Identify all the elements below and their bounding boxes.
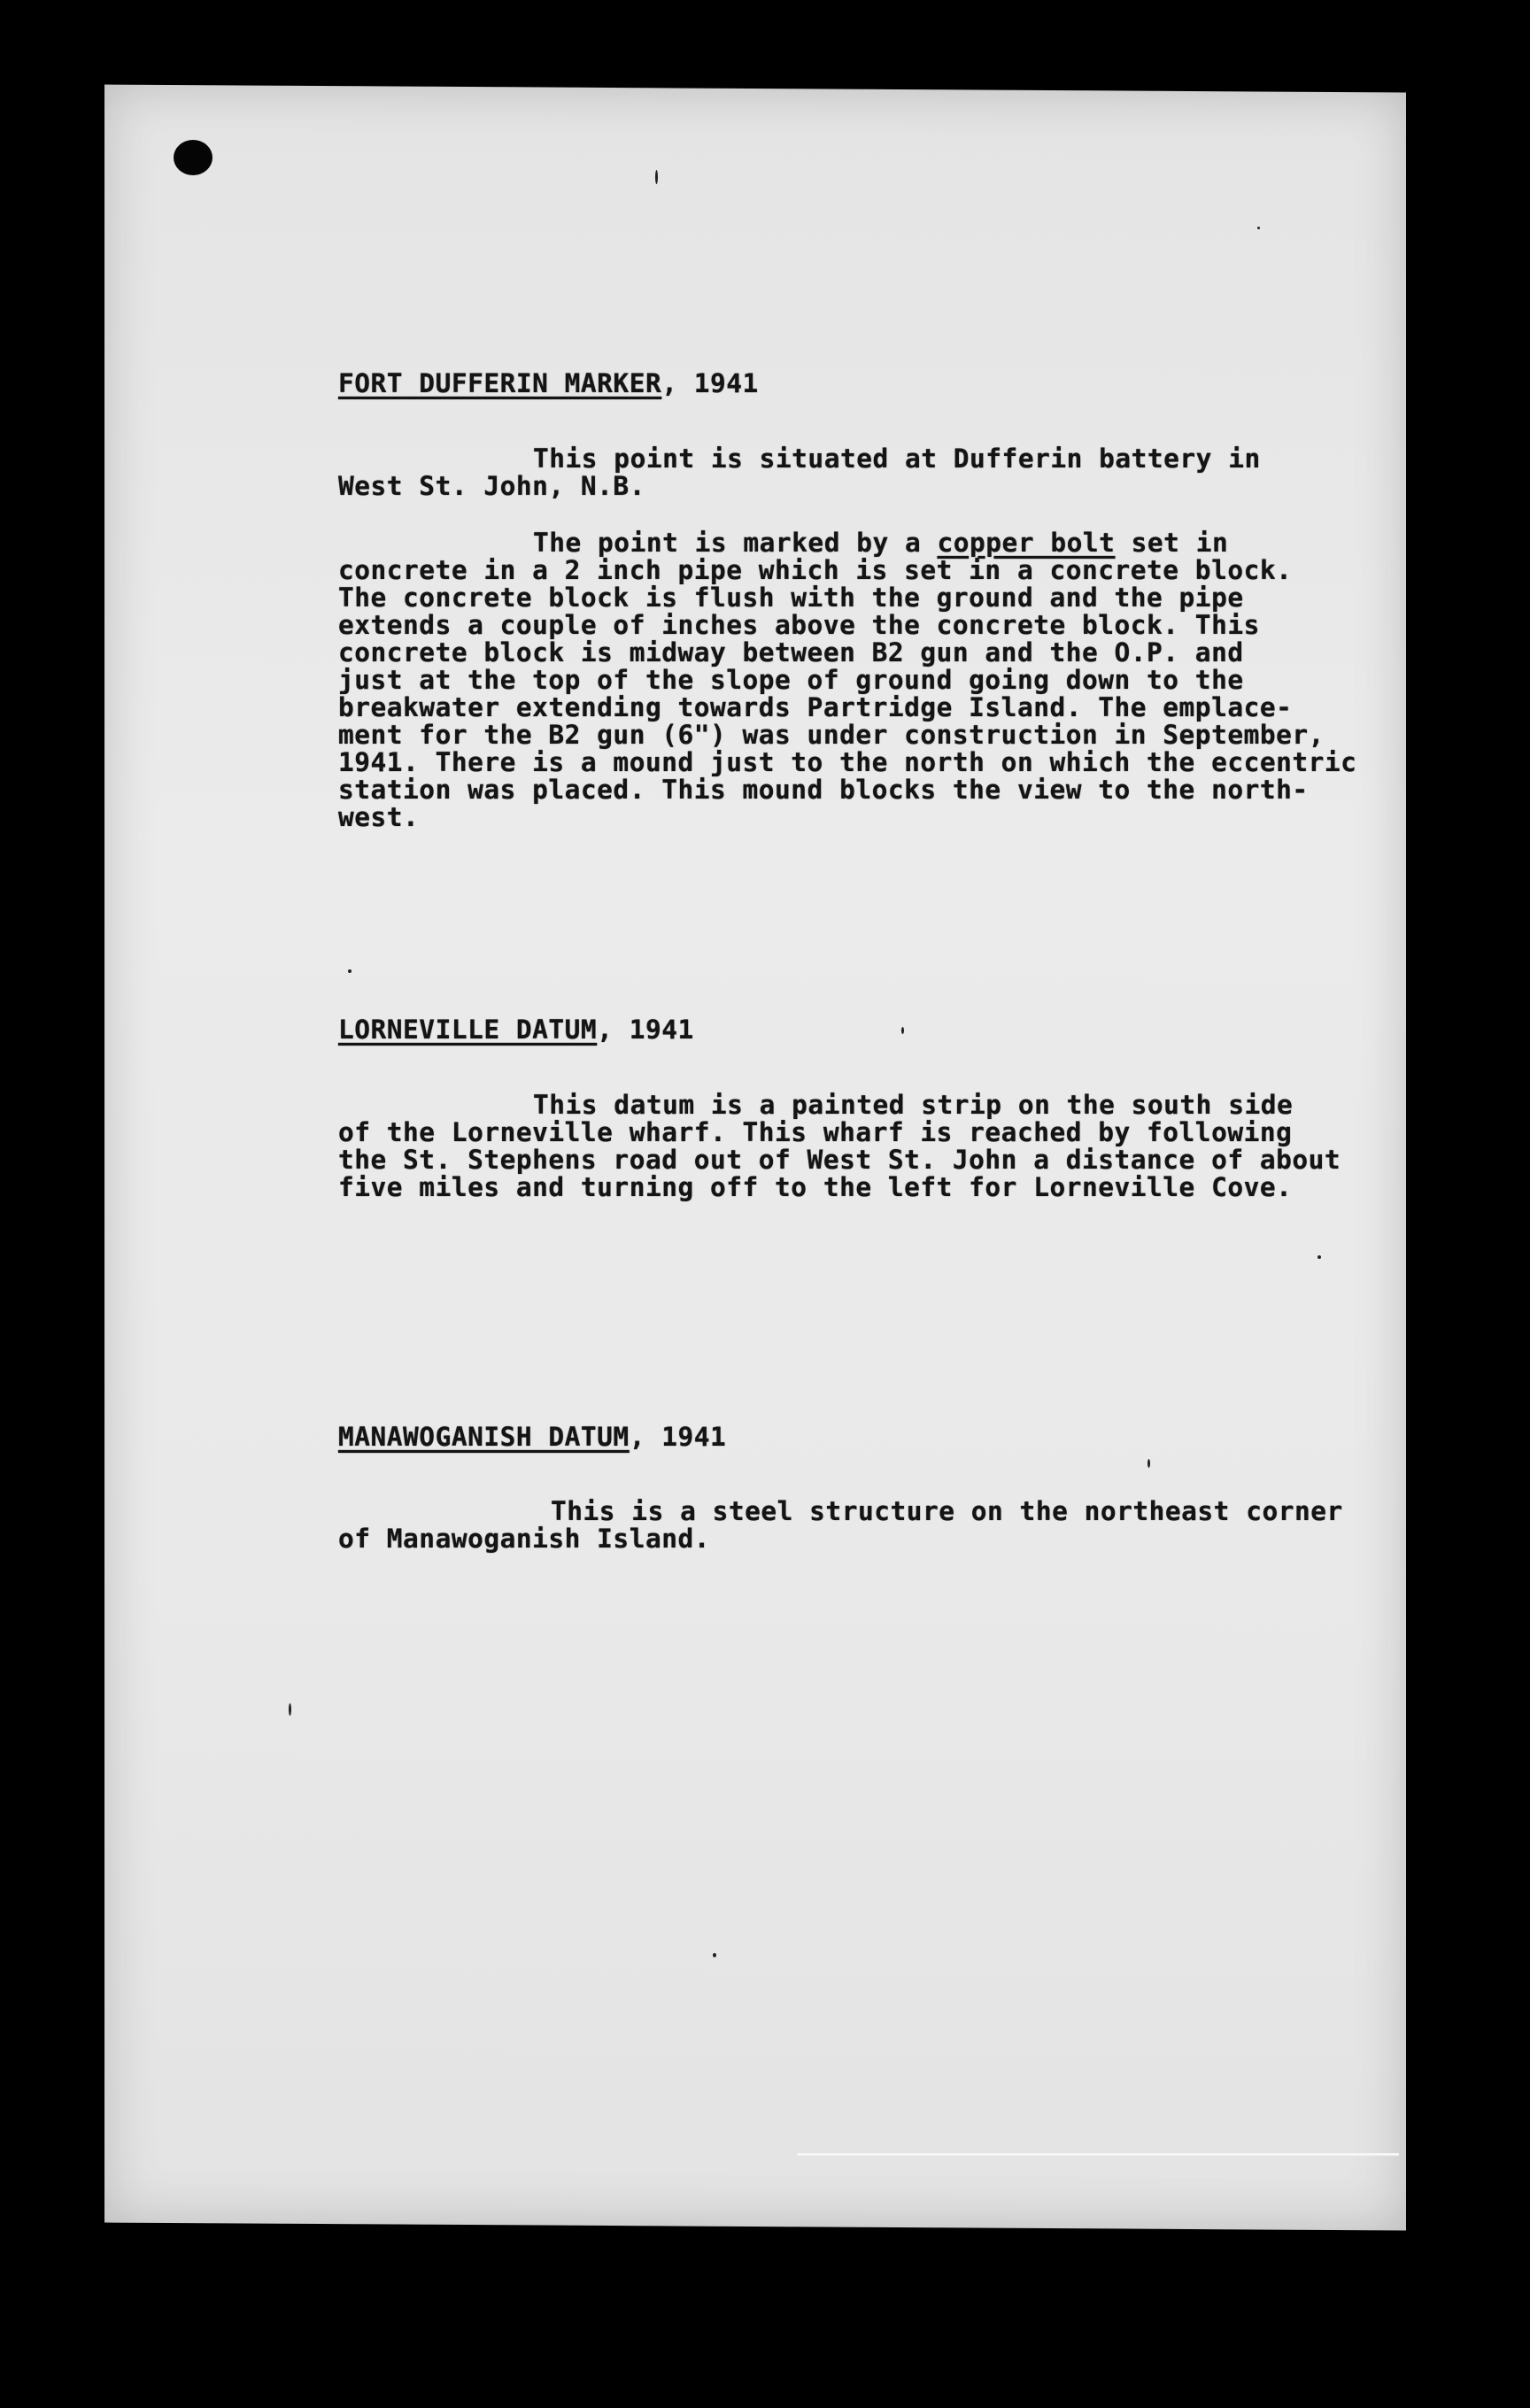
scan-speck [713,1953,716,1957]
heading-year: , 1941 [597,1015,694,1045]
scan-speck [348,969,352,973]
scan-speck [901,1027,904,1034]
text-line: concrete block is midway between B2 gun and the O.P. and [338,637,1244,668]
text-line: west. [338,802,420,832]
scan-edge-line [797,2153,1399,2156]
text-line: station was placed. This mound blocks the view to the north- [338,775,1309,805]
text-line-post: set in [1115,528,1229,558]
lorneville-paragraph [338,1092,1401,1201]
fort-dufferin-paragraph-1 [338,445,1401,500]
text-line: the St. Stephens road out of West St. John a distance of about [338,1145,1341,1175]
manawoganish-paragraph [338,1498,1401,1553]
scan-speck [289,1703,291,1716]
text-line: five miles and turning off to the left for Lorneville Cove. [338,1172,1293,1202]
text-line: The concrete block is flush with the ground and the pipe [338,583,1244,613]
heading-title: FORT DUFFERIN MARKER [338,368,662,398]
scan-speck [1318,1255,1321,1259]
text-line: of Manawoganish Island. [338,1524,710,1554]
underlined-term: copper bolt [937,528,1116,558]
heading-title: MANAWOGANISH DATUM [338,1422,630,1452]
scan-speck [1148,1459,1150,1468]
text-line-pre: The point is marked by a [533,528,938,558]
text-line: ment for the B2 gun (6") was under construction in September, [338,720,1325,750]
text-line: of the Lorneville wharf. This wharf is reached by following [338,1117,1293,1147]
text-line: concrete in a 2 inch pipe which is set in a concrete block. [338,555,1293,585]
punch-hole [174,140,212,175]
text-line: This is a steel structure on the northeast corner [551,1496,1343,1526]
text-line: This point is situated at Dufferin battery in [533,444,1261,474]
text-line: extends a couple of inches above the concrete block. This [338,610,1260,640]
scan-speck [655,170,658,184]
text-line: West St. John, N.B. [338,471,645,501]
text-line: just at the top of the slope of ground going down to the [338,665,1244,695]
section-heading-fort-dufferin [338,370,1401,397]
scan-speck [1257,227,1260,229]
section-heading-manawoganish [338,1424,1401,1451]
heading-year: , 1941 [661,368,759,398]
text-line: This datum is a painted strip on the south side [533,1090,1294,1120]
section-heading-lorneville [338,1016,1401,1044]
text-line: 1941. There is a mound just to the north on which the eccentric [338,747,1357,777]
fort-dufferin-paragraph-2 [338,529,1401,831]
heading-title: LORNEVILLE DATUM [338,1015,598,1045]
text-line: breakwater extending towards Partridge Island. The emplace- [338,692,1293,722]
heading-year: , 1941 [629,1422,727,1452]
